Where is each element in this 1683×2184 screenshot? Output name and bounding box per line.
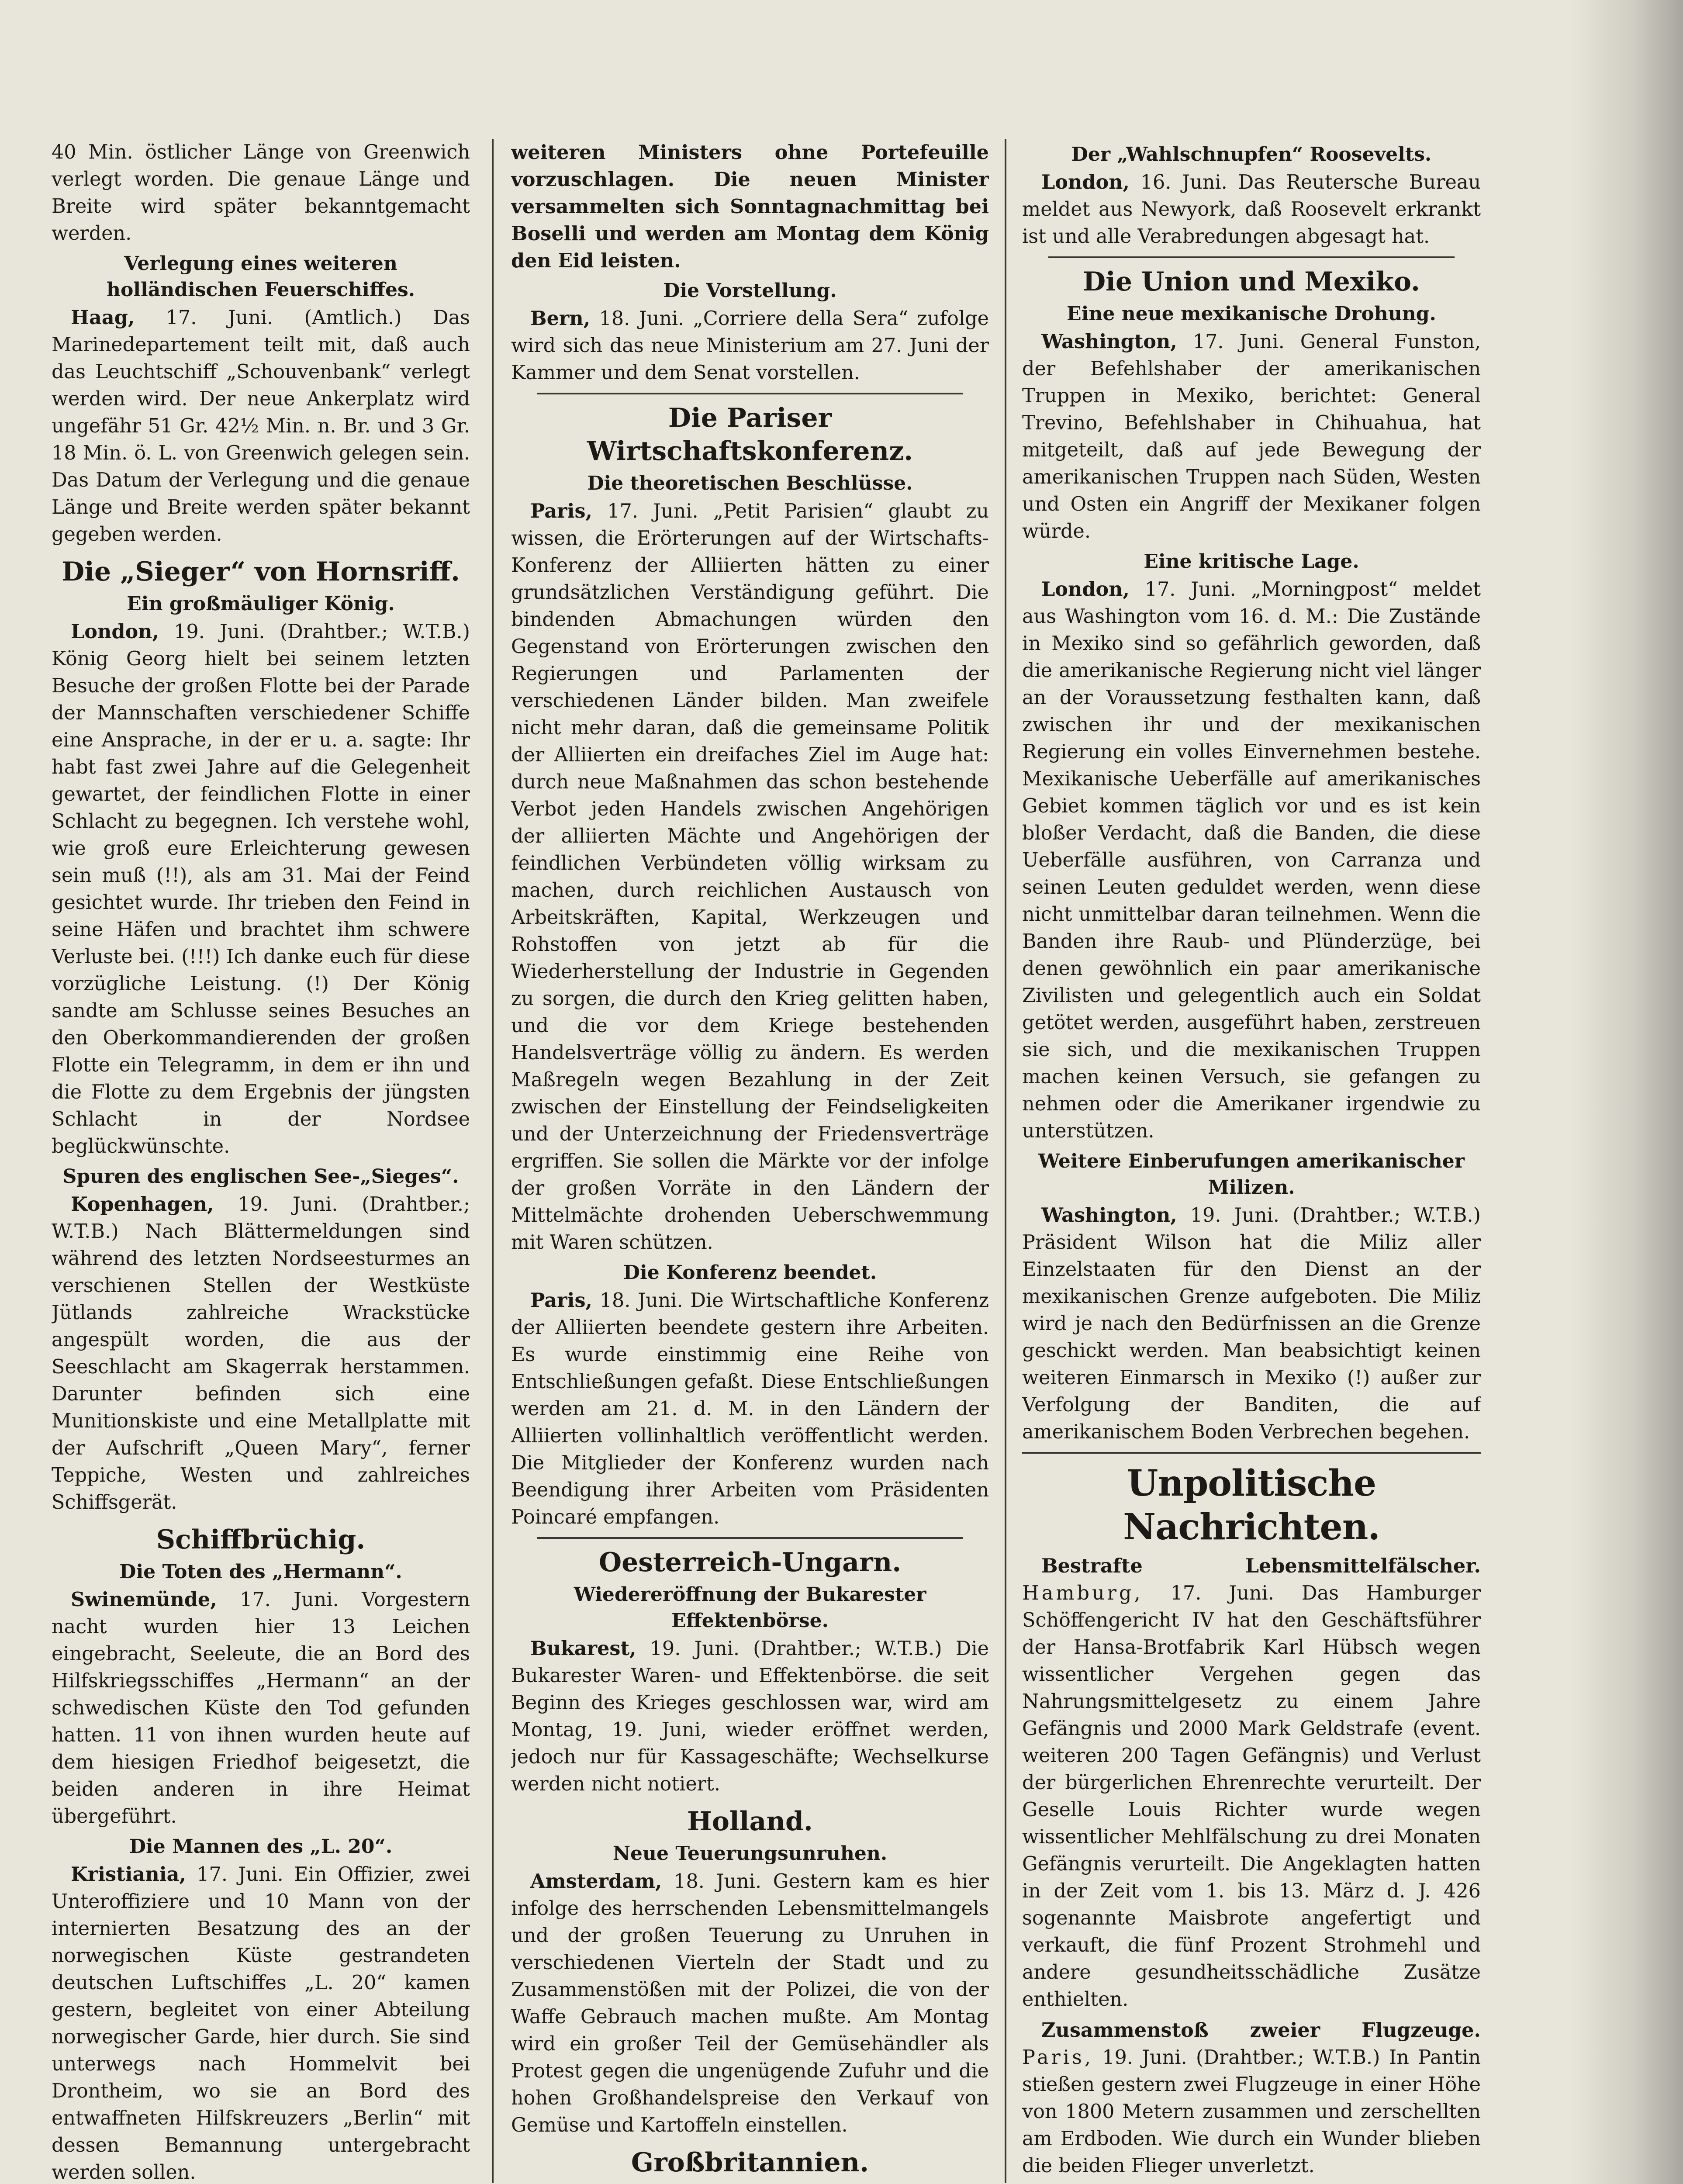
article-text: 16. Juni. Das Reutersche Bureau meldet aus Newyork, daß Roosevelt erkrankt ist und alle Verabredungen abgesagt hat. (1022, 171, 1481, 248)
dateline-place: Hamburg, (1022, 1582, 1143, 1604)
article-paragraph (1022, 1552, 1481, 2013)
section-divider (1048, 256, 1455, 258)
section-title: Unpolitische Nachrichten. (1123, 1462, 1380, 1548)
article-paragraph (52, 1586, 470, 1830)
article-text: 17. Juni. Vorgestern nacht wurden hier 13 Leichen eingebracht, Seeleute, die an Bord des Hilfskriegsschiffes „Hermann“ an der schwedischen Küste den Tod gefunden hatten. 11 von ihnen wurden heute auf dem hiesigen Friedhof beigesetzt, die beiden anderen in ihre Heimat übergeführt. (52, 1589, 470, 1828)
dateline-place: London, (1041, 578, 1130, 601)
dateline-place: Bukarest, (530, 1637, 636, 1660)
subheadline: Die Toten des „Hermann“. (119, 1561, 402, 1583)
article-text: 19. Juni. (Drahtber.; W.T.B.) In Pantin stießen gestern zwei Flugzeuge in einer Höhe von 1800 Metern zusammen und zerschellten am Erdboden. Wie durch ein Wunder blieben die beiden Flieger unverletzt. (1022, 2046, 1481, 2177)
headline: Schiffbrüchig. (156, 1524, 366, 1555)
article-paragraph (52, 1191, 470, 1516)
headline: Spuren des englischen See-„Sieges“. (62, 1165, 459, 1188)
bleed-through-header (52, 41, 1494, 107)
article-paragraph (1022, 328, 1481, 545)
article-text: 17. Juni. General Funston, der Befehlshaber der amerikanischen Truppen in Mexiko, berichtet: General Trevino, Befehlshaber in Chihuahua, hat mitgeteilt, daß auf jede Bewegung der amerikanischen Truppen nach Süden, Westen und Osten ein Angriff der Mexikaner folgen würde. (1022, 331, 1481, 543)
subheadline: Neue Teuerungsunruhen. (612, 1842, 888, 1865)
subheadline: Ein großmäuliger König. (127, 593, 395, 615)
dateline-place: Bern, (530, 307, 591, 330)
article-paragraph (511, 498, 989, 1256)
column-rule-2 (1005, 139, 1006, 2183)
article-paragraph (52, 1861, 470, 2184)
headline: Großbritannien. (631, 2147, 869, 2178)
article-text: 18. Juni. Gestern kam es hier infolge des herrschenden Lebensmittelmangels und der großen Teuerung zu Unruhen in verschiedenen Vierteln der Stadt und zu Zusammenstößen mit der Polizei, die von der Waffe Gebrauch machen mußte. Am Montag wird ein großer Teil der Gemüsehändler als Protest gegen die ungenügende Zufuhr und die hohen Großhandelspreise den Verkauf von Gemüse und Kartoffeln einstellen. (511, 1870, 989, 2136)
page-edge-shadow (1569, 0, 1683, 2184)
article-paragraph (511, 1868, 989, 2139)
headline: Die Mannen des „L. 20“. (129, 1835, 393, 1858)
subheadline: Die theoretischen Beschlüsse. (587, 472, 913, 494)
article-text: 19. Juni. (Drahtber.; W.T.B.) Präsident Wilson hat die Miliz aller Einzelstaaten für den Dienst an der mexikanischen Grenze aufgeboten. Die Miliz wird je nach den Bedürfnissen an die Grenze geschickt werden. Man beabsichtigt keinen weiteren Einmarsch in Mexiko (!) außer zur Verfolgung der Banditen, die auf amerikanischem Boden Verbrechen begehen. (1022, 1204, 1481, 1443)
headline: Verlegung eines weiteren holländischen Feuerschiffes. (106, 252, 415, 301)
subheadline: Eine kritische Lage. (1144, 550, 1359, 573)
dateline-place: Amsterdam, (530, 1870, 662, 1893)
headline: Holland. (687, 1806, 813, 1837)
article-text: 18. Juni. „Corriere della Sera“ zufolge wird sich das neue Ministerium am 27. Juni der Kammer und dem Senat vorstellen. (511, 308, 989, 384)
dateline-place: Washington, (1041, 330, 1177, 353)
column-1 (52, 139, 470, 2184)
article-paragraph (1022, 1202, 1481, 1446)
headline: Die Pariser Wirtschaftskonferenz. (587, 403, 913, 467)
article-text: 19. Juni. (Drahtber.; W.T.B.) Die Bukarester Waren- und Effektenbörse. die seit Beginn des Krieges geschlossen war, wird am Montag, 19. Juni, wieder eröffnet werden, jedoch nur für Kassageschäfte; Wechselkurse werden nicht notiert. (511, 1638, 989, 1795)
dateline-place: Paris, (1022, 2046, 1093, 2069)
paragraph: weiteren Ministers ohne Portefeuille vorzuschlagen. Die neuen Minister versammelten sich Sonntagnachmittag bei Boselli und werden am Montag dem König den Eid leisten. (511, 141, 989, 272)
article-text: 17. Juni. „Petit Parisien“ glaubt zu wissen, die Erörterungen auf der Wirtschafts-Konferenz der Alliierten hätten zu einer grundsätzlichen Verständigung geführt. Die bindenden Abmachungen würden den Gegenstand von Erörterungen zwischen den Regierungen und Parlamenten der verschiedenen Länder bilden. Man zweifele nicht mehr daran, daß die gemeinsame Politik der Alliierten ein dreifaches Ziel im Auge hat: durch neue Maßnahmen das schon bestehende Verbot jeden Handels zwischen Angehörigen der alliierten Mächte und Angehörigen der feindlichen Verbündeten völlig wirksam zu machen, durch reichlichen Austausch von Arbeitskräften, Kapital, Werkzeugen und Rohstoffen von jetzt ab für die Wiederherstellung der Industrie in Gegenden zu sorgen, die durch den Krieg gelitten haben, und die vor dem Kriege bestehenden Handelsverträge völlig zu ändern. Es werden Maßregeln wegen Bezahlung in der Zeit zwischen der Einstellung der Feindseligkeiten und der Unterzeichnung der Friedensverträge ergriffen. Sie sollen die Märkte vor der infolge der großen Vorräte in den Ländern der Mittelmächte drohenden Ueberschwemmung mit Waren schützen. (511, 500, 989, 1254)
article-paragraph (511, 1635, 989, 1798)
article-paragraph (1022, 576, 1481, 1145)
dateline-place: Kopenhagen, (71, 1193, 214, 1216)
dateline-place: London, (1041, 171, 1130, 194)
column-2 (511, 139, 989, 2184)
article-text: 17. Juni. „Morningpost“ meldet aus Washington vom 16. d. M.: Die Zustände in Mexiko sind so gefährlich geworden, daß die amerikanische Regierung nicht viel länger an der Voraussetzung festhalten kann, daß zwischen ihr und der mexikanischen Regierung ein volles Einvernehmen bestehe. Mexikanische Ueberfälle auf amerikanisches Gebiet kommen täglich vor und es ist kein bloßer Verdacht, daß die Banden, die diese Ueberfälle ausführen, von Carranza und seinen Leuten geduldet werden, wenn diese nicht unmittelbar daran teilnehmen. Wenn die Banden ihre Raub- und Plünderzüge, bei denen gewöhnlich ein paar amerikanische Zivilisten und gelegentlich auch ein Soldat getötet werden, ausgeführt haben, zerstreuen sie sich, und die mexikanischen Truppen machen keinen Versuch, sie gefangen zu nehmen oder die Amerikaner irgendwie zu unterstützen. (1022, 578, 1481, 1142)
section-divider (1022, 1452, 1481, 1454)
article-text: 18. Juni. Die Wirtschaftliche Konferenz der Alliierten beendete gestern ihre Arbeiten. Es wurde einstimmig eine Reihe von Entschließungen gefaßt. Diese Entschließungen werden am 21. d. M. in den Ländern der Alliierten vollinhaltlich veröffentlicht werden. Die Mitglieder der Konferenz wurden nach Beendigung ihrer Arbeiten vom Präsidenten Poincaré empfangen. (511, 1289, 989, 1528)
dateline-place: Washington, (1041, 1204, 1177, 1227)
headline: Die Union und Mexiko. (1083, 266, 1420, 297)
headline: Die Vorstellung. (663, 280, 837, 302)
article-paragraph (511, 305, 989, 387)
article-text: 19. Juni. (Drahtber.; W.T.B.) König Georg hielt bei seinem letzten Besuche der großen Flotte bei der Parade der Mannschaften verschiedener Schiffe eine Ansprache, in der er u. a. sagte: Ihr habt fast zwei Jahre auf die Gelegenheit gewartet, der feindlichen Flotte in einer Schlacht zu begegnen. Ich verstehe wohl, wie groß eure Erleichterung gewesen sein muß (!!), als am 31. Mai der Feind gesichtet wurde. Ihr trieben den Feind in seine Häfen und brachtet ihm schwere Verluste bei. (!!!) Ich danke euch für diese vorzügliche Leistung. (!) Der König sandte am Schlusse seines Besuches an den Oberkommandierenden der großen Flotte ein Telegramm, in dem er ihn und die Flotte zu dem Ergebnis der jüngsten Schlacht in der Nordsee beglückwünschte. (52, 621, 470, 1158)
article-title: Bestrafte Lebensmittelfälscher. (1041, 1555, 1481, 1577)
headline: Die Konferenz beendet. (623, 1261, 877, 1284)
dateline-place: Swinemünde, (71, 1588, 217, 1611)
article-text: 17. Juni. Ein Offizier, zwei Unteroffiziere und 10 Mann von der internierten Besatzung des an der norwegischen Küste gestrandeten deutschen Luftschiffes „L. 20“ kamen gestern, begleitet von einer Abteilung norwegischer Garde, hier durch. Sie sind unterwegs nach Hommelvit bei Drontheim, wo sie an Bord des entwaffneten Hilfskreuzers „Berlin“ mit dessen Bemannung untergebracht werden sollen. (52, 1863, 470, 2184)
dateline-place: Paris, (530, 1289, 592, 1312)
subheadline: Wiedereröffnung der Bukarester Effektenbörse. (574, 1583, 926, 1632)
headline: Der „Wahlschnupfen“ Roosevelts. (1071, 143, 1432, 166)
article-paragraph (511, 1287, 989, 1531)
article-title: Zusammenstoß zweier Flugzeuge. (1041, 2019, 1481, 2042)
column-3 (1022, 139, 1481, 2184)
article-paragraph (52, 618, 470, 1160)
section-divider (537, 1537, 963, 1539)
article-text: 17. Juni. (Amtlich.) Das Marinedepartement teilt mit, daß auch das Leuchtschiff „Schouvenbank“ verlegt werden wird. Der neue Ankerplatz wird ungefähr 51 Gr. 42½ Min. n. Br. und 3 Gr. 18 Min. ö. L. von Greenwich gelegen sein. Das Datum der Verlegung und die genaue Länge und Breite werden später bekannt gegeben werden. (52, 307, 470, 546)
dateline-place: London, (71, 620, 159, 643)
subheadline (511, 2182, 989, 2184)
paragraph: 40 Min. östlicher Länge von Greenwich verlegt worden. Die genaue Länge und Breite wird später bekanntgemacht werden. (52, 141, 470, 245)
column-rule-1 (492, 139, 494, 2183)
headline: Oesterreich-Ungarn. (598, 1547, 902, 1578)
article-text: 17. Juni. Das Hamburger Schöffengericht IV hat den Geschäftsführer der Hansa-Brotfabrik Karl Hübsch wegen wissentlicher Vergehen gegen das Nahrungsmittelgesetz zu einem Jahre Gefängnis und 2000 Mark Geldstrafe (event. weiteren 200 Tagen Gefängnis) und Verlust der bürgerlichen Ehrenrechte verurteilt. Der Geselle Louis Richter wurde wegen wissentlicher Mehlfälschung zu drei Monaten Gefängnis verurteilt. Die Angeklagten hatten in der Zeit vom 1. bis 13. März d. J. 426 sogenannte Maisbrote angefertigt und verkauft, die fünf Prozent Strohmehl und andere gesundheitsschädliche Zusätze enthielten. (1022, 1582, 1481, 2011)
headline: Die „Sieger“ von Hornsriff. (62, 556, 460, 587)
article-text: 19. Juni. (Drahtber.; W.T.B.) Nach Blättermeldungen sind während des letzten Nordseesturmes an verschienen Stellen der Westküste Jütlands zahlreiche Wrackstücke angespült worden, die aus der Seeschlacht am Skagerrak herstammen. Darunter befinden sich eine Munitionskiste und eine Metallplatte mit der Aufschrift „Queen Mary“, ferner Teppiche, Westen und zahlreiches Schiffsgerät. (52, 1193, 470, 1514)
dateline-place: Haag, (71, 306, 135, 329)
dateline-place: Paris, (530, 500, 592, 522)
headline: Weitere Einberufungen amerikanischer Milizen. (1038, 1150, 1465, 1199)
article-paragraph (1022, 169, 1481, 250)
section-divider (537, 393, 963, 394)
subheadline: Eine neue mexikanische Drohung. (1067, 303, 1436, 325)
article-paragraph (1022, 2017, 1481, 2180)
dateline-place: Kristiania, (71, 1863, 186, 1886)
article-paragraph (52, 304, 470, 548)
